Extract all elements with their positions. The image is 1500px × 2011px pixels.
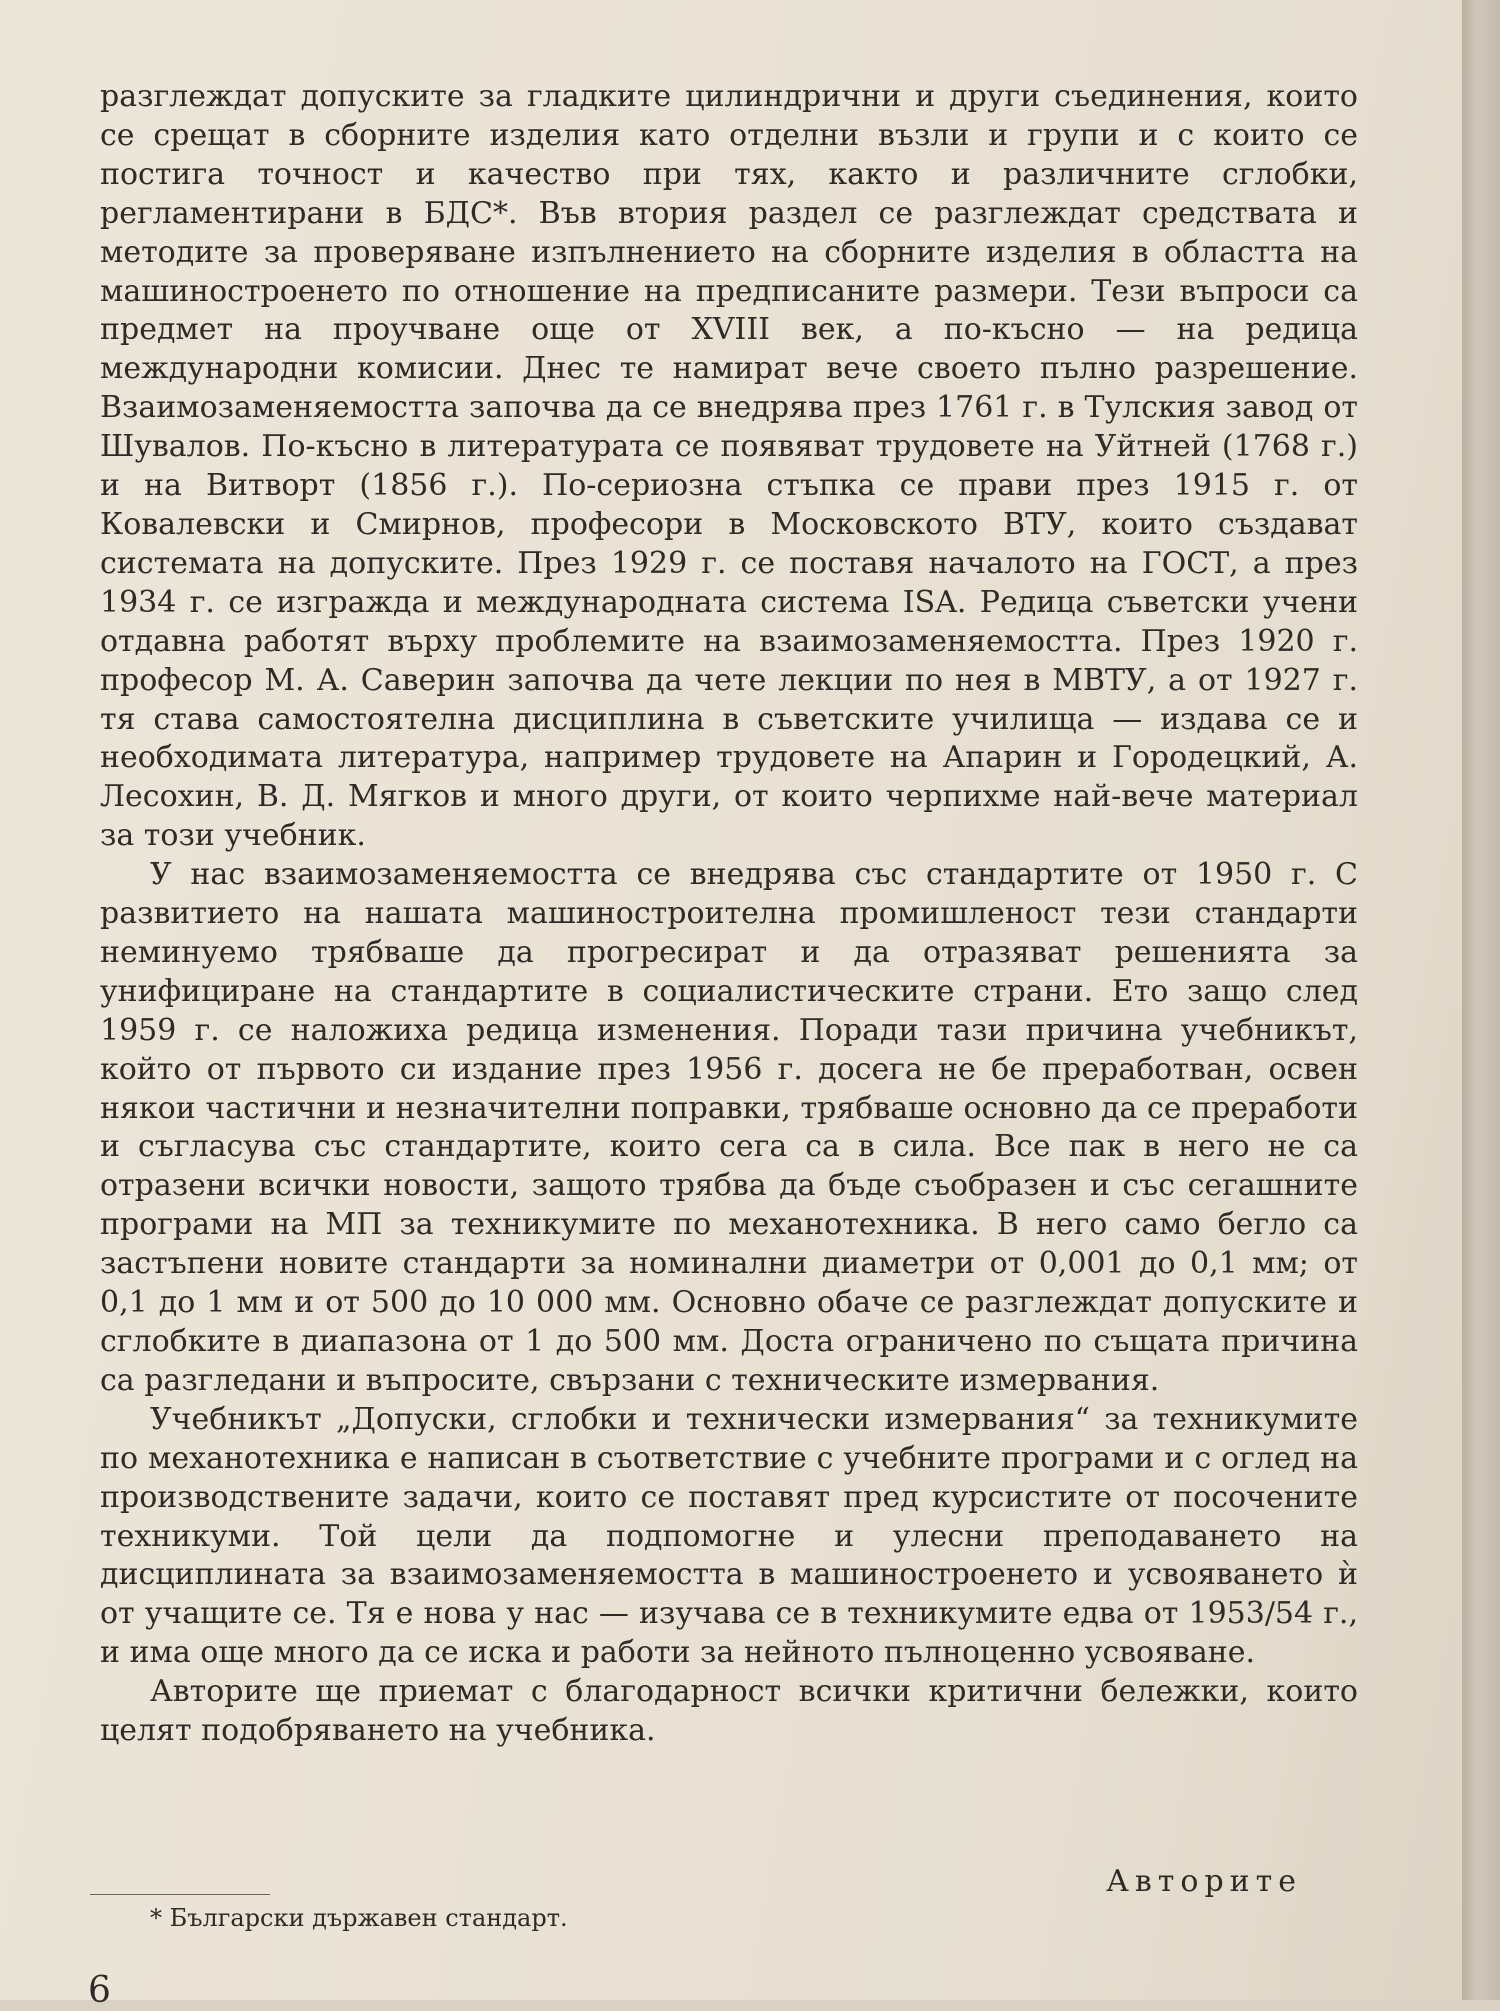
authors-signature: Авторите	[1106, 1864, 1302, 1899]
paragraph-1: разглеждат допуските за гладките цилиндрични и други съединения, които се срещат в сборните изделия като отделни възли и групи и с които се постига точност и качество при тях, както и различните сглобки, регламентирани в БДС*. Във втория раздел се разглеждат средствата и методите за проверяване изпълнението на сборните изделия в областта на машиностроенето по отношение на предписаните размери. Тези въпроси са предмет на проучване още от XVIII век, а по-късно — на редица международни комисии. Днес те намират вече своето пълно разрешение. Взаимозаменяемостта започва да се внедрява през 1761 г. в Тулския завод от Шувалов. По-късно в литературата се появяват трудовете на Уйтней (1768 г.) и на Витворт (1856 г.). По-сериозна стъпка се прави през 1915 г. от Ковалевски и Смирнов, професори в Московското ВТУ, които създават системата на допуските. През 1929 г. се поставя началото на ГОСТ, а през 1934 г. се изгражда и международната система ISA. Редица съветски учени отдавна работят върху проблемите на взаимозаменяемостта. През 1920 г. професор М. А. Саверин започва да чете лекции по нея в МВТУ, а от 1927 г. тя става самостоятелна дисциплина в съветските училища — издава се и необходимата литература, например трудовете на Апарин и Городецкий, А. Лесохин, В. Д. Мягков и много други, от които черпихме най-вече материал за този учебник.	[100, 79, 1358, 854]
paragraph-2: У нас взаимозаменяемостта се внедрява със стандартите от 1950 г. С развитието на нашата машиностроителна промишленост тези стандарти неминуемо трябваше да прогресират и да отразяват решенията за унифициране на стандартите в социалистическите страни. Ето защо след 1959 г. се наложиха редица изменения. Поради тази причина учебникът, който от първото си издание през 1956 г. досега не бе преработван, освен някои частични и незначителни поправки, трябваше основно да се преработи и съгласува със стандартите, които сега са в сила. Все пак в него не са отразени всички новости, защото трябва да бъде съобразен и със сегашните програми на МП за техникумите по механотехника. В него само бегло са застъпени новите стандарти за номинални диаметри от 0,001 до 0,1 мм; от 0,1 до 1 мм и от 500 до 10 000 мм. Основно обаче се разглеждат допуските и сглобките в диапазона от 1 до 500 мм. Доста ограничено по същата причина са разгледани и въпросите, свързани с техническите измервания.	[100, 857, 1358, 1398]
footnote-divider	[90, 1894, 270, 1895]
page-number: 6	[88, 1970, 111, 2011]
next-page-edge	[1462, 0, 1500, 2000]
paragraph-4: Авторите ще приемат с благодарност всички критични бележки, които целят подобряването на учебника.	[100, 1674, 1358, 1749]
main-text	[100, 78, 1358, 1751]
paragraph-3: Учебникът „Допуски, сглобки и технически измервания“ за техникумите по механотехника е написан в съответствие с учебните програми и с оглед на производствените задачи, които се поставят пред курсистите от посочените техникуми. Той цели да подпомогне и улесни преподаването на дисциплината за взаимозаменяемостта в машиностроенето и усвояването ѝ от учащите се. Тя е нова у нас — изучава се в техникумите едва от 1953/54 г., и има още много да се иска и работи за нейното пълноценно усвояване.	[100, 1401, 1358, 1671]
footnote: * Български държавен стандарт.	[150, 1904, 568, 1932]
